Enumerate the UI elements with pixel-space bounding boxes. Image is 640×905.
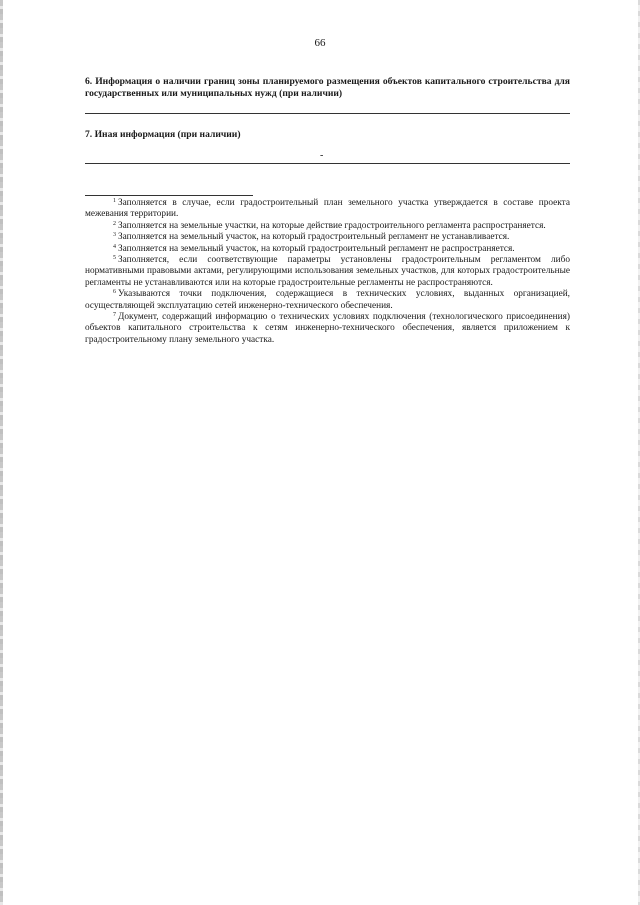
footnote-7-marker: 7 (113, 312, 116, 319)
page-number: 66 (314, 37, 326, 49)
footnote-3 (85, 232, 570, 243)
footnote-3-text: Заполняется на земельный участок, на который градостроительный регламент не устанавливается. (118, 232, 510, 243)
footnote-6 (85, 289, 570, 312)
footnote-3-marker: 3 (113, 232, 116, 239)
footnote-5-marker: 5 (113, 255, 116, 262)
footnote-2-marker: 2 (113, 220, 116, 227)
footnote-4-text: Заполняется на земельный участок, на который градостроительный регламент не распространяется. (118, 243, 515, 254)
footnote-separator (85, 195, 253, 196)
footnote-1-marker: 1 (113, 198, 116, 204)
footnote-1-text: Заполняется в случае, если градостроительный план земельного участка утверждается в составе проекта межевания территории. (85, 198, 570, 220)
section-7-fill-line (85, 163, 570, 164)
section-6-fill-line (85, 113, 570, 114)
section-6-heading: 6. Информация о наличии границ зоны планируемого размещения объектов капитального строительства для государственных или муниципальных нужд (при наличии) (85, 76, 570, 99)
footnote-4-marker: 4 (113, 243, 116, 250)
footnote-7-text: Документ, содержащий информацию о технических условиях подключения (технологического присоединения) объектов капитального строительства к сетям инженерно-технического обеспечения, является приложением к градостроительному плану земельного участка. (85, 312, 570, 345)
footnote-2-text: Заполняется на земельные участки, на которые действие градостроительного регламента распространяется. (118, 220, 546, 231)
scan-left-edge (0, 0, 3, 905)
footnote-5 (85, 255, 570, 289)
footnotes-list (85, 198, 570, 346)
footnote-2 (85, 221, 570, 232)
footnote-5-text: Заполняется, если соответствующие параметры установлены градостроительным регламентом либо нормативными правовыми актами, регулирующими использования земельных участков, для которых градостроительные регламенты не устанавливаются или на которые градостроительные регламенты не распространяются. (85, 255, 570, 288)
section-7-heading: 7. Иная информация (при наличии) (85, 129, 241, 140)
footnote-7 (85, 312, 570, 346)
footnote-1 (85, 198, 570, 221)
dash-mark: - (320, 150, 324, 161)
footnote-4 (85, 244, 570, 255)
footnote-6-marker: 6 (113, 289, 116, 296)
footnote-6-text: Указываются точки подключения, содержащиеся в технических условиях, выданных организацией, осуществляющей эксплуатацию сетей инженерно-технического обеспечения. (85, 289, 570, 311)
